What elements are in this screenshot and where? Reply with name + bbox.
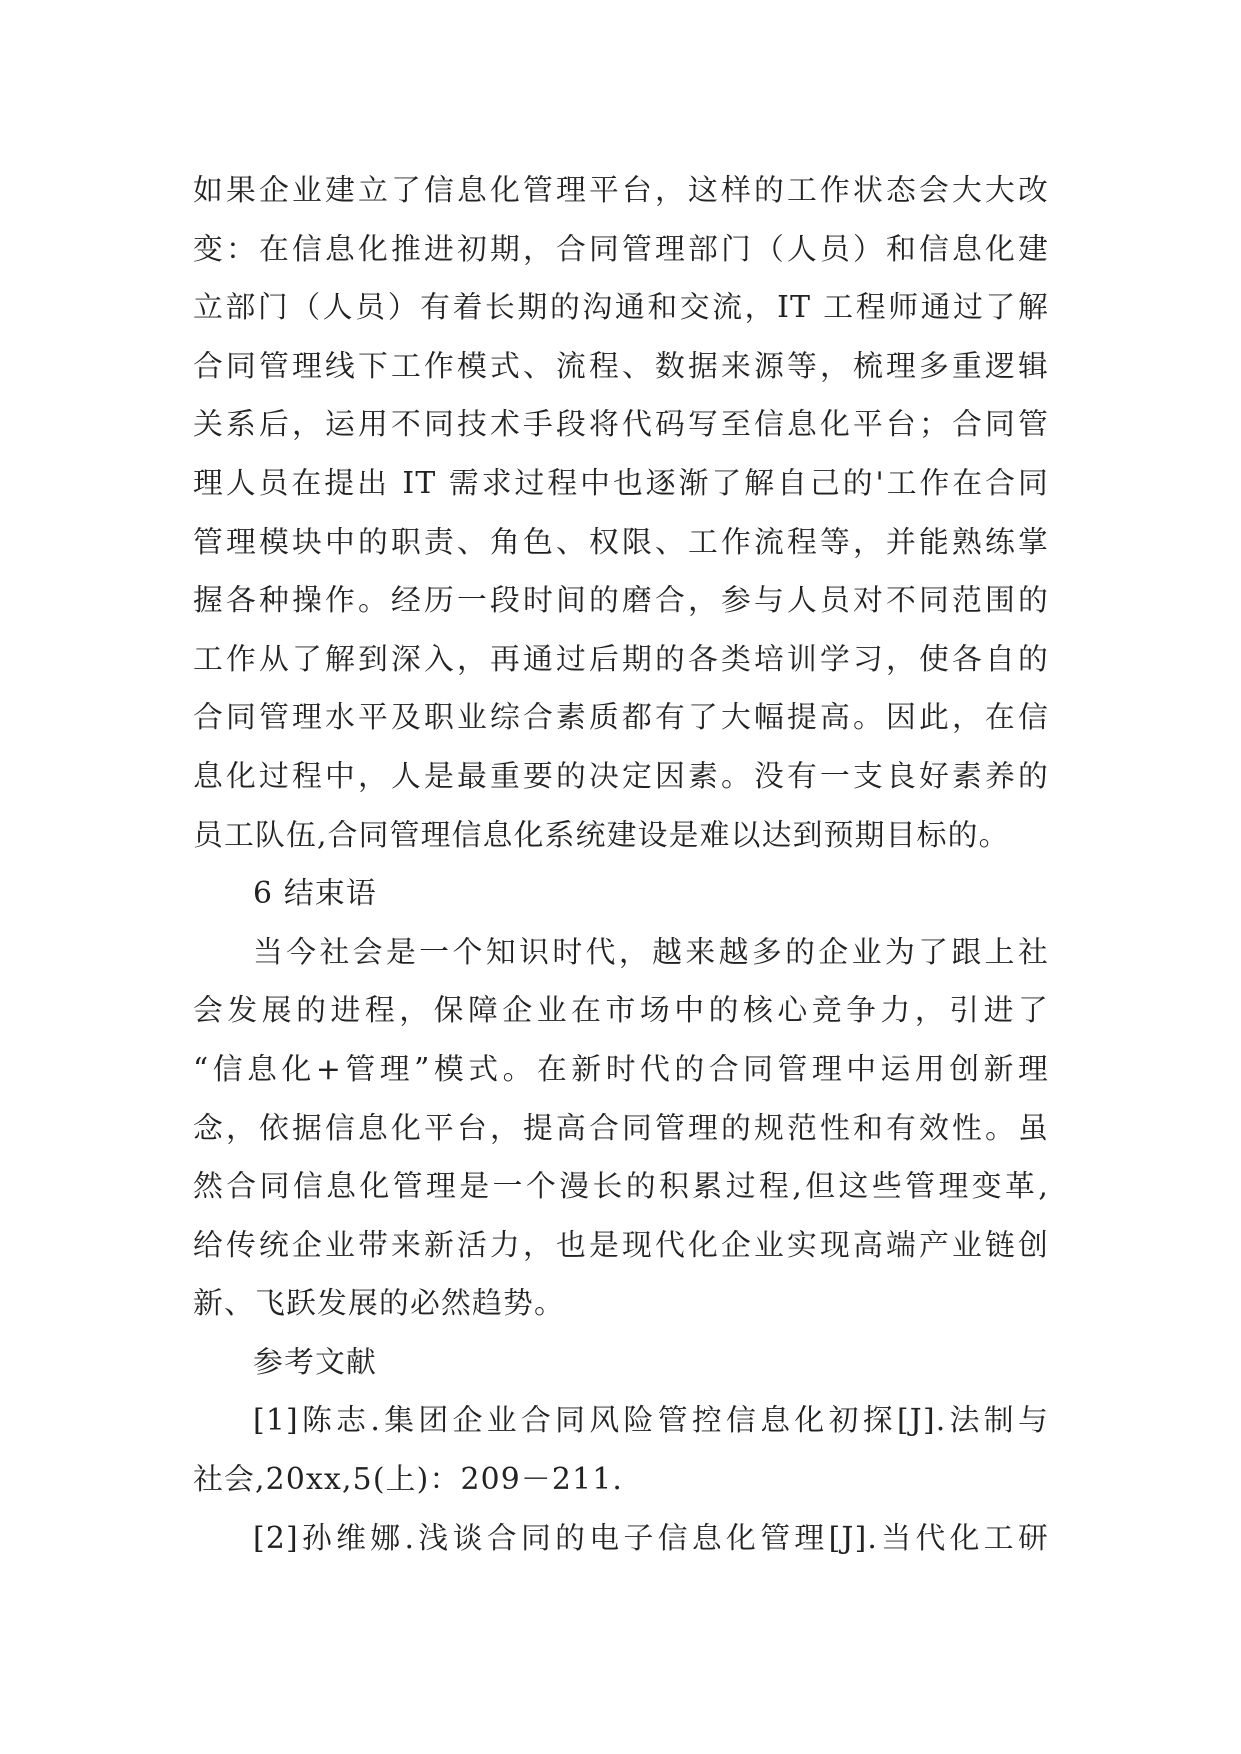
text-line: 如果企业建立了信息化管理平台，这样的工作状态会大大改 xyxy=(193,173,1049,208)
reference-item-2 xyxy=(193,1510,1049,1569)
text-line: 合同管理线下工作模式、流程、数据来源等，梳理多重逻辑 xyxy=(193,348,1049,384)
reference-item-1 xyxy=(193,1392,1049,1509)
text-line: 社会,20xx,5(上)：209－211. xyxy=(193,1462,624,1498)
text-line: 会发展的进程，保障企业在市场中的核心竞争力，引进了 xyxy=(193,993,1049,1029)
text-line: 给传统企业带来新活力，也是现代化企业实现高端产业链创 xyxy=(193,1227,1049,1263)
text-line: 合同管理水平及职业综合素质都有了大幅提高。因此，在信 xyxy=(193,700,1049,736)
text-line: 然合同信息化管理是一个漫长的积累过程,但这些管理变革, xyxy=(193,1169,1049,1205)
text-line: 员工队伍,合同管理信息化系统建设是难以达到预期目标的。 xyxy=(193,817,1010,853)
section-heading-conclusion: 6 结束语 xyxy=(253,876,377,912)
paragraph-contract-informatization xyxy=(193,162,1049,865)
text-line: 当今社会是一个知识时代，越来越多的企业为了跟上社 xyxy=(253,934,1049,970)
text-line: 理人员在提出 IT 需求过程中也逐渐了解自己的'工作在合同 xyxy=(193,465,1049,501)
text-line: [2]孙维娜.浅谈合同的电子信息化管理[J].当代化工研 xyxy=(253,1520,1049,1556)
text-line: 管理模块中的职责、角色、权限、工作流程等，并能熟练掌 xyxy=(193,524,1049,560)
text-line: 工作从了解到深入，再通过后期的各类培训学习，使各自的 xyxy=(193,641,1049,677)
text-line: 握各种操作。经历一段时间的磨合，参与人员对不同范围的 xyxy=(193,583,1049,619)
text-line: 息化过程中，人是最重要的决定因素。没有一支良好素养的 xyxy=(193,758,1049,794)
text-line: 新、飞跃发展的必然趋势。 xyxy=(193,1286,565,1322)
text-line: 变：在信息化推进初期，合同管理部门（人员）和信息化建 xyxy=(193,231,1049,267)
text-line: 关系后，运用不同技术手段将代码写至信息化平台；合同管 xyxy=(193,407,1049,443)
text-line: “信息化+管理”模式。在新时代的合同管理中运用创新理 xyxy=(193,1051,1049,1087)
text-line: [1]陈志.集团企业合同风险管控信息化初探[J].法制与 xyxy=(253,1403,1049,1439)
document-body xyxy=(193,162,1049,1568)
text-line: 立部门（人员）有着长期的沟通和交流，IT 工程师通过了解 xyxy=(193,290,1049,326)
paragraph-conclusion xyxy=(193,924,1049,1334)
text-line: 念，依据信息化平台，提高合同管理的规范性和有效性。虽 xyxy=(193,1110,1049,1146)
references-heading: 参考文献 xyxy=(253,1344,377,1380)
